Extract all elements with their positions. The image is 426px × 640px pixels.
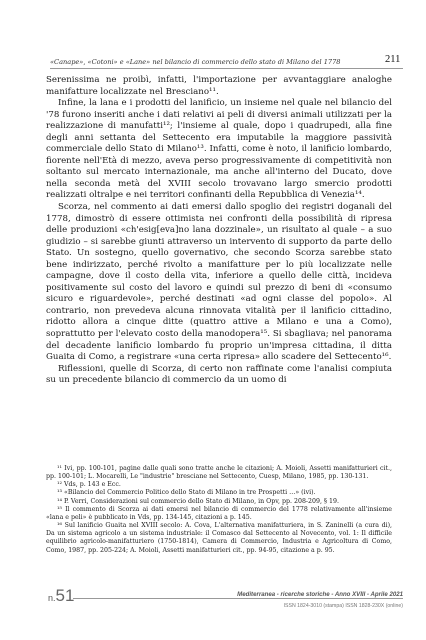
body-paragraph: Serenissima ne proibì, infatti, l'importazione per avvantaggiare analoghe manifatture localizzate nel Bresciano¹¹. — [46, 75, 392, 97]
footer-rule — [73, 598, 403, 599]
footer-journal-title: Mediterranea - ricerche storiche - Anno XVIII - Aprile 2021 — [237, 591, 403, 598]
footnote: ¹⁶ Sul lanificio Guaita nel XVIII secolo: A. Cova, L'alternativa manifatturiera, in S. Zaninelli (a cura di), Da un sistema agricolo a un sistema industriale: il Comasco dal Settecento al Novecento, vol. 1: Il difficile equilibrio agricolo-manifatturiero (1750-1814), Camera di Commercio, Industria e Agricoltura di Como, Como, 1987, pp. 205-224; A. Moioli, Assetti manifatturieri cit., pp. 94-95, citazione a p. 95. — [46, 522, 392, 554]
footer-issue-prefix: n. — [48, 593, 56, 603]
footer-issn: ISSN 1824-3010 (stampa) ISSN 1828-230X (online) — [283, 603, 403, 609]
footnote: ¹¹ Ivi, pp. 100-101, pagine dalle quali sono tratte anche le citazioni; A. Moioli, Assetti manifatturieri cit., pp. 100-101; L. Mocarelli, Le "industrie" bresciane nel Settecento, Cuesp, Milano, 1985, pp. 130-131. — [46, 465, 392, 481]
footer-issue-number: 51 — [55, 586, 75, 605]
body-text — [46, 75, 392, 387]
header-rule — [50, 68, 403, 69]
footnote: ¹⁵ Il commento di Scorza ai dati emersi nel bilancio di commercio del 1778 relativamente all'insieme «lana e peli» è pubblicato in Vds, pp. 134-145, citazioni a p. 145. — [46, 505, 392, 521]
footer-issue — [48, 586, 74, 606]
body-paragraph: Scorza, nel commento ai dati emersi dallo spoglio dei registri doganali del 1778, dimostrò di essere ottimista nei confronti della possibilità di ripresa delle produzioni «ch'esig[eva]no lana dozzinale», un risultato al quale – a suo giudizio – si sarebbe giunti attraverso un intervento di supporto da parte dello Stato. Un sostegno, quello governativo, che secondo Scorza sarebbe stato bene indirizzato, perché rivolto a manifatture per lo più localizzate nelle campagne, dove il costo della vita, inferiore a quello delle città, incideva positivamente sul costo del lavoro e quindi sul prezzo di beni di «consumo sicuro e riguardevole», perché destinati «ad ogni classe del popolo». Al contrario, non prevedeva alcuna rinnovata vitalità per il lanificio cittadino, ridotto allora a cinque ditte (quattro attive a Milano e una a Como), soprattutto per l'elevato costo della manodopera¹⁵. Si sbagliava; nel panorama del decadente lanificio lombardo fu proprio un'impresa cittadina, il ditta Guaita di Como, a registrare «una certa ripresa» allo scadere del Settecento¹⁶. — [46, 202, 392, 363]
footnotes — [46, 465, 392, 555]
footnote: ¹² Vds, p. 143 e Ecc. — [57, 481, 121, 489]
footnote: ¹⁴ P. Verri, Considerazioni sul commercio dello Stato di Milano, in Opv, pp. 208-209, § 19. — [57, 497, 339, 505]
body-paragraph: Infine, la lana e i prodotti del lanificio, un insieme nel quale nel bilancio del '78 furono inseriti anche i dati relativi ai peli di diversi animali utilizzati per la realizzazione di manufatti¹²; l'insieme al quale, dopo i quadrupedi, alla fine degli anni settanta del Settecento era imputabile la maggiore passività commerciale dello Stato di Milano¹³. Infatti, come è noto, il lanificio lombardo, fiorente nell'Età di mezzo, aveva perso progressivamente di competitività non soltanto sul mercato internazionale, ma anche all'interno del Ducato, dove nella seconda metà del XVIII secolo trovavano largo smercio prodotti realizzati oltralpe e nei territori confinanti della Repubblica di Venezia¹⁴. — [46, 98, 392, 201]
running-head-title: «Canape», «Cotoni» e «Lane» nel bilancio di commercio dello stato di Milano del 1778 — [50, 58, 341, 66]
body-paragraph: Riflessioni, quelle di Scorza, di certo non raffinate come l'analisi compiuta su un precedente bilancio di commercio da un uomo di — [46, 363, 392, 386]
page-number: 211 — [385, 54, 401, 65]
footnote: ¹³ «Bilancio del Commercio Politico dello Stato di Milano in tre Prospetti …» (ivi). — [57, 489, 316, 497]
